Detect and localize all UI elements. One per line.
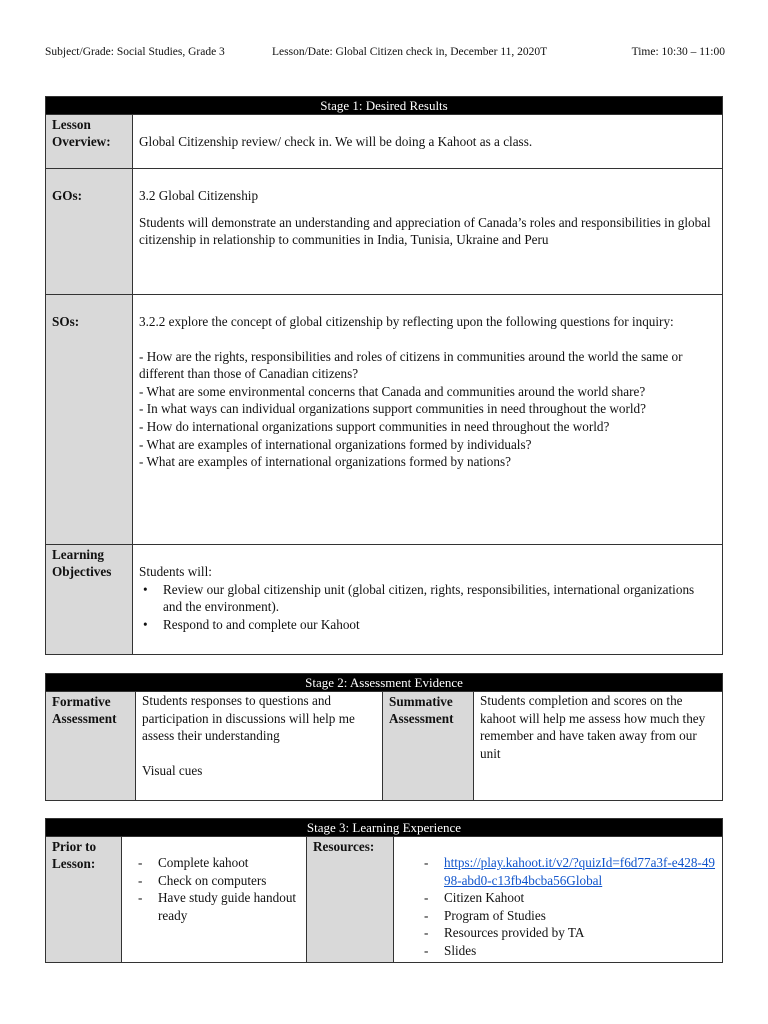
sos-cell	[133, 295, 723, 545]
prior-item: - Complete kahoot	[132, 854, 300, 872]
sos-question: - In what ways can individual organizations support communities in need throughout the world?	[139, 401, 647, 417]
objectives-cell	[133, 545, 723, 655]
lesson-time: Time: 10:30 – 11:00	[631, 46, 725, 58]
overview-label: Lesson Overview:	[46, 115, 133, 169]
resource-item: - Resources provided by TA	[418, 924, 716, 942]
stage3-title: Stage 3: Learning Experience	[46, 819, 723, 837]
stage3-table	[45, 818, 723, 963]
stage2-table	[45, 673, 723, 801]
resources-list	[418, 854, 716, 960]
objectives-label: Learning Objectives	[46, 545, 133, 655]
gos-title: 3.2 Global Citizenship	[139, 188, 259, 203]
sos-question: - What are examples of international organizations formed by nations?	[139, 454, 511, 470]
prior-list	[132, 854, 300, 924]
resources-label: Resources:	[307, 837, 394, 963]
gos-text: Students will demonstrate an understanding and appreciation of Canada’s roles and responsibilities in global citizenship in relationship to communities in India, Tunisia, Ukraine and Peru	[139, 214, 711, 248]
prior-cell	[122, 837, 307, 963]
prior-item: - Check on computers	[132, 872, 300, 890]
formative-text: Students responses to questions and participation in discussions will help me assess their understanding	[142, 693, 355, 744]
sos-question: - What are some environmental concerns that Canada and communities around the world share?	[139, 383, 646, 399]
objectives-intro: Students will:	[139, 564, 212, 579]
formative-cell	[136, 692, 383, 801]
resource-item	[418, 854, 716, 889]
prior-item: - Have study guide handout ready	[132, 889, 300, 924]
resource-item: - Slides	[418, 942, 716, 960]
formative-extra: Visual cues	[142, 762, 203, 778]
lesson-date: Lesson/Date: Global Citizen check in, December 11, 2020T	[272, 46, 548, 58]
objective-item: • Review our global citizenship unit (global citizen, rights, responsibilities, international organizations and the environment).	[139, 581, 716, 616]
overview-text: Global Citizenship review/ check in. We will be doing a Kahoot as a class.	[133, 115, 723, 169]
subject-grade: Subject/Grade: Social Studies, Grade 3	[45, 46, 225, 58]
sos-label: SOs:	[46, 295, 133, 545]
gos-cell	[133, 169, 723, 295]
resources-cell	[394, 837, 723, 963]
sos-intro: 3.2.2 explore the concept of global citizenship by reflecting upon the following questions for inquiry:	[139, 314, 674, 329]
lesson-header	[45, 46, 725, 62]
summative-label: Summative Assessment	[383, 692, 474, 801]
objective-item: • Respond to and complete our Kahoot	[139, 616, 716, 634]
gos-label: GOs:	[46, 169, 133, 295]
kahoot-link[interactable]: https://play.kahoot.it/v2/?quizId=f6d77a3f-e428-4998-abd0-c13fb4bcba56Global	[444, 855, 716, 888]
stage1-title: Stage 1: Desired Results	[46, 97, 723, 115]
stage2-title: Stage 2: Assessment Evidence	[46, 674, 723, 692]
resource-item: - Citizen Kahoot	[418, 889, 716, 907]
resource-item: - Program of Studies	[418, 907, 716, 925]
sos-question: - How are the rights, responsibilities and roles of citizens in communities around the world the same or different than those of Canadian citizens?	[139, 348, 683, 382]
sos-question: - What are examples of international organizations formed by individuals?	[139, 436, 532, 452]
summative-text: Students completion and scores on the kahoot will help me assess how much they remember and have taken away from our unit	[474, 692, 723, 801]
formative-label: Formative Assessment	[46, 692, 136, 801]
objectives-list	[139, 581, 716, 634]
sos-question: - How do international organizations support communities in need throughout the world?	[139, 418, 610, 434]
prior-label: Prior to Lesson:	[46, 837, 122, 963]
stage1-table	[45, 96, 723, 655]
